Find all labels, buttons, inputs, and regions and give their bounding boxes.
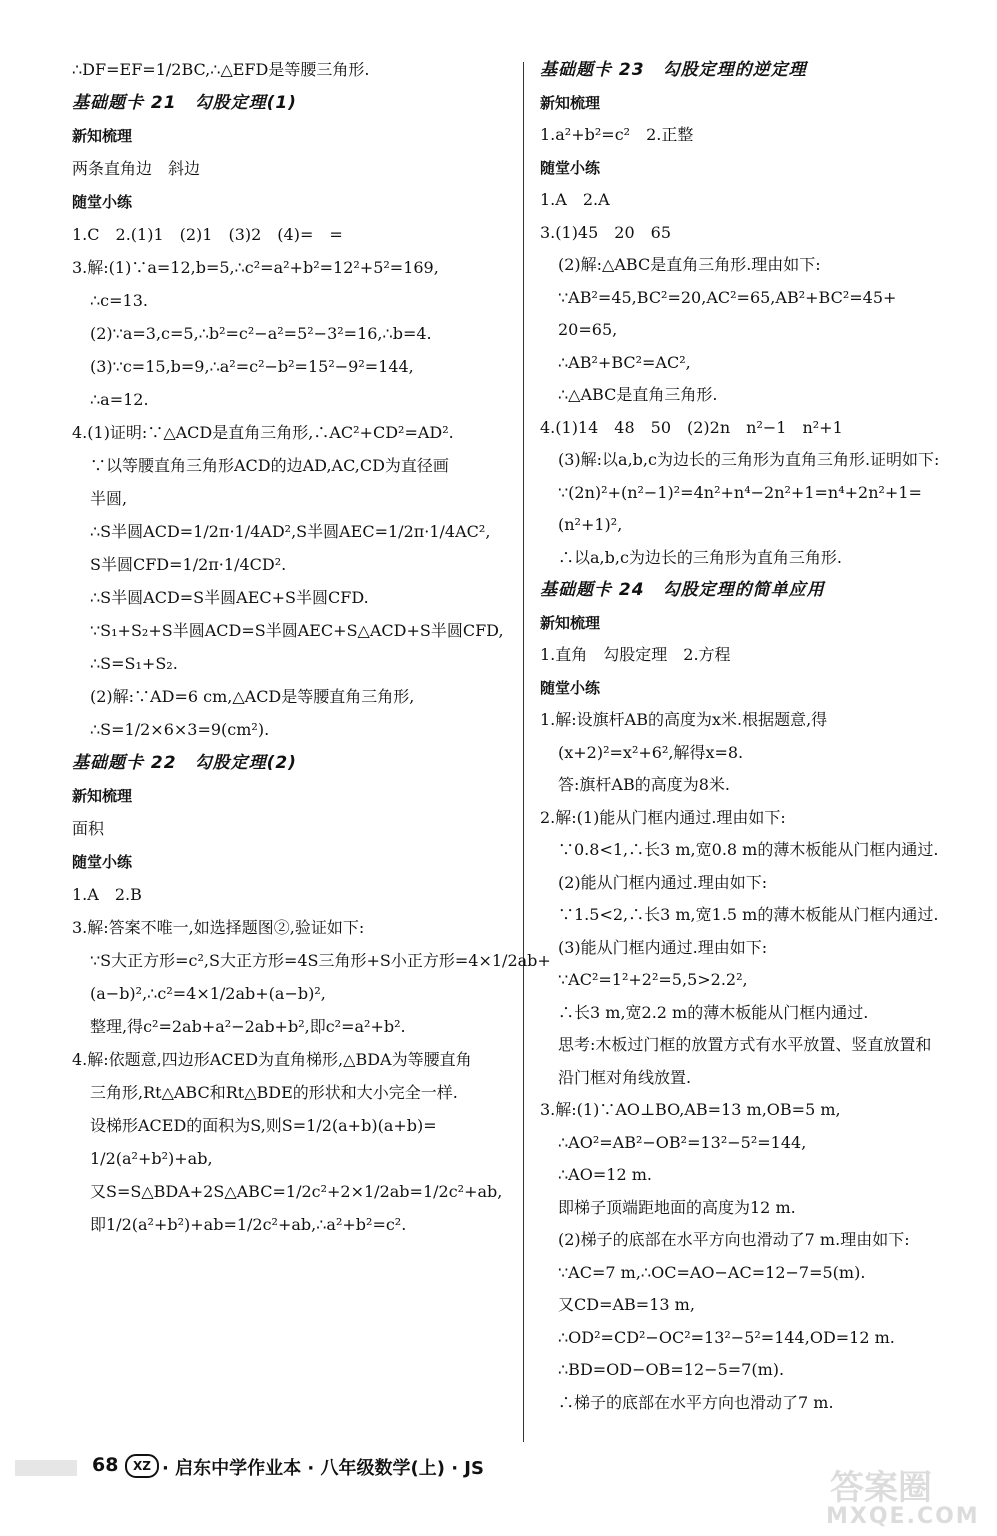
page-footer [0,1450,560,1478]
text-line: 4.(1)14 48 50 (2)2n n²−1 n²+1 [540,417,843,437]
text-line: 20=65, [558,320,618,339]
watermark-text: 答案圈 [830,1468,932,1508]
text-line: 2.解:(1)能从门框内通过.理由如下: [540,807,786,827]
text-line: ∵以等腰直角三角形ACD的边AD,AC,CD为直径画 [90,456,449,475]
text-line: 答:旗杆AB的高度为8米. [558,775,730,794]
text-line: ∵(2n)²+(n²−1)²=4n²+n⁴−2n²+1=n⁴+2n²+1= [558,482,922,502]
subsection-label: 随堂小练 [72,853,133,871]
text-line: ∴c=13. [90,291,148,310]
footer-decoration-bar [15,1460,77,1476]
text-line: 沿门框对角线放置. [558,1067,692,1087]
text-line: ∵AC=7 m,∴OC=AO−AC=12−7=5(m). [558,1262,866,1282]
text-line: (2)∵a=3,c=5,∴b²=c²−a²=5²−3²=16,∴b=4. [90,324,432,343]
text-line: ∵S₁+S₂+S半圆ACD=S半圆AEC+S△ACD+S半圆CFD, [90,621,504,640]
subsection-label: 新知梳理 [72,127,133,145]
text-line: (2)梯子的底部在水平方向也滑动了7 m.理由如下: [558,1230,910,1249]
text-line: ∴BD=OD−OB=12−5=7(m). [558,1360,785,1379]
text-line: (2)解:△ABC是直角三角形.理由如下: [558,255,821,274]
text-line: 3.解:(1)∵a=12,b=5,∴c²=a²+b²=12²+5²=169, [72,258,439,277]
column-divider [523,62,524,1442]
text-line: 1/2(a²+b²)+ab, [90,1149,213,1168]
text-line: ∴OD²=CD²−OC²=13²−5²=144,OD=12 m. [558,1327,895,1347]
text-line: ∵0.8<1,∴长3 m,宽0.8 m的薄木板能从门框内通过. [558,840,939,859]
section-heading: 基础题卡 21 勾股定理(1) [72,93,297,113]
watermark-url: MXQE.COM [826,1504,980,1529]
text-line: ∴梯子的底部在水平方向也滑动了7 m. [558,1392,834,1412]
text-line: ∴a=12. [90,390,149,409]
text-line: (n²+1)², [558,515,623,534]
text-line: 4.解:依题意,四边形ACED为直角梯形,△BDA为等腰直角 [72,1050,472,1069]
text-line: ∴AO=12 m. [558,1165,652,1184]
text-line: ∴AO²=AB²−OB²=13²−5²=144, [558,1132,807,1152]
text-line: 1.A 2.B [72,885,142,904]
text-line: S半圆CFD=1/2π·1/4CD². [90,555,287,574]
text-line: ∴S=1/2×6×3=9(cm²). [90,720,270,739]
text-line: 1.A 2.A [540,190,610,209]
text-line: ∴以a,b,c为边长的三角形为直角三角形. [558,547,843,567]
text-line: ∵S大正方形=c²,S大正方形=4S三角形+S小正方形=4×1/2ab+ [90,951,551,970]
subsection-label: 随堂小练 [540,158,601,177]
subsection-label: 随堂小练 [72,193,133,211]
subsection-label: 随堂小练 [540,678,601,697]
text-line: 半圆, [90,489,128,508]
book-title: · 启东中学作业本 · 八年级数学(上) · JS [162,1458,484,1479]
text-line: 两条直角边 斜边 [72,159,201,178]
text-line: 1.直角 勾股定理 2.方程 [540,645,731,664]
watermark-logo [790,1460,990,1530]
text-line: ∴AB²+BC²=AC², [558,352,691,372]
section-heading: 基础题卡 24 勾股定理的简单应用 [540,580,825,600]
text-line: 整理,得c²=2ab+a²−2ab+b²,即c²=a²+b². [90,1017,406,1036]
text-line: 又S=S△BDA+2S△ABC=1/2c²+2×1/2ab=1/2c²+ab, [90,1182,503,1201]
text-line: ∴S半圆ACD=1/2π·1/4AD²,S半圆AEC=1/2π·1/4AC², [90,522,491,541]
text-line: 三角形,Rt△ABC和Rt△BDE的形状和大小完全一样. [90,1083,458,1102]
text-line: ∴S半圆ACD=S半圆AEC+S半圆CFD. [90,588,369,607]
text-line: ∵1.5<2,∴长3 m,宽1.5 m的薄木板能从门框内通过. [558,905,939,924]
text-line: 1.解:设旗杆AB的高度为x米.根据题意,得 [540,710,828,729]
text-line: ∴△ABC是直角三角形. [558,385,718,404]
section-heading: 基础题卡 22 勾股定理(2) [72,753,297,773]
text-line: 1.C 2.(1)1 (2)1 (3)2 (4)= = [72,225,343,244]
page-number: 68 [92,1454,119,1476]
text-line: (x+2)²=x²+6²,解得x=8. [558,742,744,762]
text-line: 4.(1)证明:∵△ACD是直角三角形,∴AC²+CD²=AD². [72,423,454,442]
text-line: 1.a²+b²=c² 2.正整 [540,125,694,144]
text-line: 思考:木板过门框的放置方式有水平放置、竖直放置和 [558,1035,932,1054]
text-line: (3)能从门框内通过.理由如下: [558,937,768,957]
text-line: (3)∵c=15,b=9,∴a²=c²−b²=15²−9²=144, [90,357,414,376]
text-line: ∴S=S₁+S₂. [90,654,178,673]
text-line: 3.解:答案不唯一,如选择题图②,验证如下: [72,918,365,937]
text-line: 3.解:(1)∵AO⊥BO,AB=13 m,OB=5 m, [540,1100,841,1119]
text-line: (a−b)²,∴c²=4×1/2ab+(a−b)², [90,984,326,1003]
subsection-label: 新知梳理 [540,93,601,112]
publisher-badge: XZ [125,1454,159,1478]
text-line: 又CD=AB=13 m, [558,1295,695,1314]
section-heading: 基础题卡 23 勾股定理的逆定理 [540,60,807,80]
text-line: 3.(1)45 20 65 [540,222,672,242]
text-line: ∴DF=EF=1/2BC,∴△EFD是等腰三角形. [72,60,370,79]
text-line: 即1/2(a²+b²)+ab=1/2c²+ab,∴a²+b²=c². [90,1215,407,1234]
text-line: (3)解:以a,b,c为边长的三角形为直角三角形.证明如下: [558,450,940,469]
text-line: 面积 [72,819,105,838]
text-line: (2)解:∵AD=6 cm,△ACD是等腰直角三角形, [90,687,415,706]
text-line: ∵AB²=45,BC²=20,AC²=65,AB²+BC²=45+ [558,287,897,307]
text-line: 设梯形ACED的面积为S,则S=1/2(a+b)(a+b)= [90,1116,437,1135]
text-line: ∵AC²=1²+2²=5,5>2.2², [558,970,748,989]
text-line: (2)能从门框内通过.理由如下: [558,872,768,892]
text-line: 即梯子顶端距地面的高度为12 m. [558,1197,796,1217]
text-line: ∴长3 m,宽2.2 m的薄木板能从门框内通过. [558,1002,869,1022]
subsection-label: 新知梳理 [540,613,601,632]
subsection-label: 新知梳理 [72,787,133,805]
